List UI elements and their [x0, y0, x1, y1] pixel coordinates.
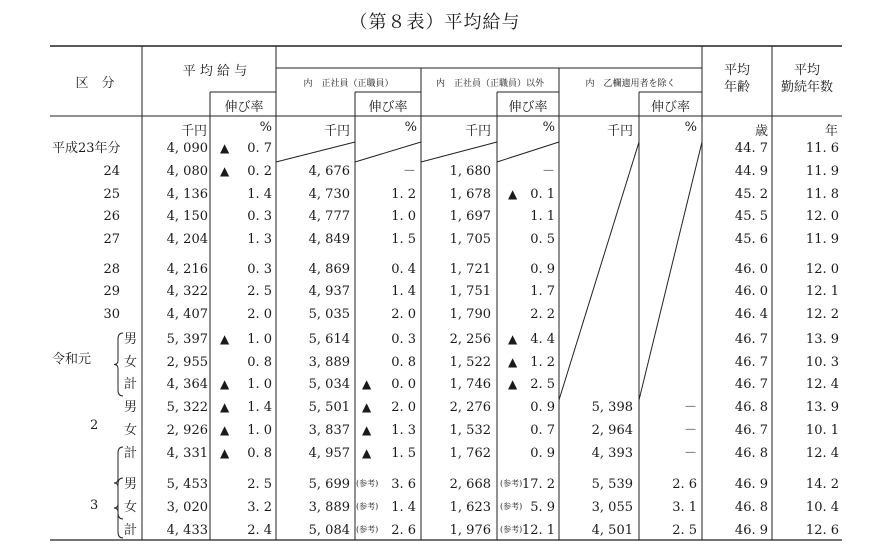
decrease-mark: ▲	[220, 400, 230, 414]
cell-avg-age: 46. 0	[734, 262, 768, 277]
row-label: 25	[103, 187, 120, 202]
cell-avg-tenure: 12. 4	[805, 446, 839, 461]
sex-label: 男	[124, 400, 138, 415]
cell-nonregular-salary: 1, 623	[449, 500, 491, 515]
cell-avg-salary: 4, 150	[166, 209, 208, 224]
header-regular: 内 正社員（正職員）	[303, 79, 394, 89]
unit-pct-a: %	[259, 120, 272, 135]
sex-label: 女	[124, 500, 138, 515]
decrease-mark: ▲	[362, 423, 372, 437]
reference-mark: (参考)	[500, 502, 523, 511]
header-growth-a: 伸び率	[224, 100, 264, 115]
cell-avg-age: 46. 4	[734, 307, 768, 322]
cell-avg-age: 45. 6	[734, 232, 768, 247]
unit-senen-d: 千円	[606, 124, 633, 139]
cell-avg-tenure: 12. 1	[805, 284, 839, 299]
cell-avg-age: 46. 8	[734, 500, 768, 515]
cell-avg-salary: 4, 407	[166, 307, 208, 322]
cell-excl-otsu-growth: 3. 1	[672, 500, 697, 515]
cell-regular-salary: 5, 699	[308, 477, 350, 492]
diagonal-line	[497, 142, 559, 162]
cell-regular-growth: 1. 4	[391, 500, 416, 515]
cell-regular-growth: 1. 5	[391, 446, 416, 461]
cell-nonregular-salary: 1, 532	[449, 423, 491, 438]
cell-regular-salary: 3, 889	[308, 355, 350, 370]
decrease-mark: ▲	[220, 377, 230, 391]
cell-avg-growth: 2. 5	[247, 284, 272, 299]
cell-regular-growth: 1. 4	[391, 284, 416, 299]
reference-mark: (参考)	[500, 525, 523, 534]
row-label: 26	[103, 209, 120, 224]
sex-label: 男	[124, 332, 138, 347]
cell-avg-growth: 1. 0	[247, 423, 272, 438]
cell-avg-growth: 1. 0	[247, 377, 272, 392]
cell-nonregular-growth: 1. 7	[530, 284, 555, 299]
cell-regular-growth: 2. 6	[391, 523, 416, 538]
row-label: 24	[103, 164, 120, 179]
cell-avg-salary: 4, 216	[166, 262, 208, 277]
cell-nonregular-growth: －	[541, 164, 555, 179]
cell-avg-growth: 0. 8	[247, 446, 272, 461]
cell-avg-tenure: 12. 2	[805, 307, 839, 322]
cell-avg-age: 44. 7	[734, 141, 768, 156]
cell-avg-growth: 2. 0	[247, 307, 272, 322]
cell-avg-age: 46. 7	[734, 377, 768, 392]
cell-regular-salary: 4, 730	[308, 187, 350, 202]
cell-nonregular-growth: 1. 2	[530, 355, 555, 370]
header-non-regular: 内 正社員（正職員）以外	[435, 79, 544, 89]
cell-avg-age: 46. 7	[734, 355, 768, 370]
cell-avg-salary: 4, 322	[166, 284, 208, 299]
decrease-mark: ▲	[362, 446, 372, 460]
cell-excl-otsu-salary: 3, 055	[591, 500, 633, 515]
cell-nonregular-growth: 1. 1	[530, 209, 555, 224]
cell-avg-tenure: 11. 9	[805, 164, 839, 179]
cell-avg-tenure: 11. 8	[805, 187, 839, 202]
cell-regular-salary: 4, 849	[308, 232, 350, 247]
cell-regular-growth: 1. 2	[391, 187, 416, 202]
decrease-mark: ▲	[362, 377, 372, 391]
cell-nonregular-growth: 0. 9	[530, 446, 555, 461]
unit-age: 歳	[754, 124, 768, 139]
cell-avg-tenure: 12. 4	[805, 377, 839, 392]
decrease-mark: ▲	[220, 423, 230, 437]
sex-label: 女	[124, 355, 138, 370]
cell-avg-tenure: 11. 6	[805, 141, 839, 156]
cell-nonregular-salary: 2, 256	[449, 332, 491, 347]
cell-nonregular-salary: 1, 721	[449, 262, 491, 277]
cell-avg-age: 46. 7	[734, 332, 768, 347]
cell-regular-growth: －	[402, 164, 416, 179]
cell-regular-salary: 5, 501	[308, 400, 350, 415]
cell-nonregular-salary: 1, 680	[449, 164, 491, 179]
cell-avg-tenure: 13. 9	[805, 400, 839, 415]
reference-mark: (参考)	[500, 479, 523, 488]
cell-avg-salary: 4, 136	[166, 187, 208, 202]
cell-avg-tenure: 12. 6	[805, 523, 839, 538]
cell-nonregular-growth: 0. 9	[530, 400, 555, 415]
cell-avg-growth: 1. 0	[247, 332, 272, 347]
cell-nonregular-salary: 1, 762	[449, 446, 491, 461]
cell-regular-growth: 0. 8	[391, 355, 416, 370]
decrease-mark: ▲	[508, 187, 518, 201]
header-avg-age: 平均 年齢	[723, 63, 750, 95]
cell-regular-growth: 0. 0	[391, 377, 416, 392]
sex-label: 計	[124, 446, 138, 461]
cell-regular-salary: 4, 676	[308, 164, 350, 179]
row-label: 平成23年分	[52, 141, 121, 156]
sex-label: 計	[124, 523, 138, 538]
cell-excl-otsu-growth: －	[683, 400, 697, 415]
cell-avg-age: 46. 8	[734, 400, 768, 415]
cell-nonregular-salary: 2, 668	[449, 477, 491, 492]
cell-avg-age: 45. 2	[734, 187, 768, 202]
cell-avg-salary: 5, 453	[166, 477, 208, 492]
cell-nonregular-salary: 1, 705	[449, 232, 491, 247]
cell-regular-growth: 0. 4	[391, 262, 416, 277]
cell-nonregular-growth: 2. 5	[530, 377, 555, 392]
cell-nonregular-salary: 1, 746	[449, 377, 491, 392]
cell-avg-salary: 4, 433	[166, 523, 208, 538]
cell-avg-growth: 0. 3	[247, 209, 272, 224]
cell-nonregular-salary: 1, 522	[449, 355, 491, 370]
cell-avg-salary: 2, 926	[166, 423, 208, 438]
cell-avg-salary: 3, 020	[166, 500, 208, 515]
cell-excl-otsu-growth: －	[683, 446, 697, 461]
cell-avg-salary: 4, 364	[166, 377, 208, 392]
cell-nonregular-salary: 1, 976	[449, 523, 491, 538]
cell-regular-salary: 5, 035	[308, 307, 350, 322]
cell-avg-growth: 0. 7	[247, 141, 272, 156]
cell-nonregular-growth: 0. 1	[530, 187, 555, 202]
cell-avg-salary: 5, 397	[166, 332, 208, 347]
diagonal-line	[276, 142, 355, 162]
cell-avg-tenure: 11. 9	[805, 232, 839, 247]
cell-nonregular-growth: 12. 1	[521, 523, 555, 538]
cell-nonregular-salary: 1, 790	[449, 307, 491, 322]
cell-regular-salary: 4, 957	[308, 446, 350, 461]
decrease-mark: ▲	[362, 400, 372, 414]
sex-label: 男	[124, 477, 138, 492]
cell-regular-salary: 5, 084	[308, 523, 350, 538]
diagonal-line	[421, 142, 497, 162]
cell-avg-growth: 0. 3	[247, 262, 272, 277]
sex-label: 計	[124, 377, 138, 392]
cell-avg-growth: 1. 4	[247, 400, 272, 415]
cell-nonregular-salary: 1, 678	[449, 187, 491, 202]
cell-avg-age: 46. 7	[734, 423, 768, 438]
reference-mark: (参考)	[356, 525, 379, 534]
cell-avg-salary: 4, 331	[166, 446, 208, 461]
row-label: 27	[103, 232, 120, 247]
cell-nonregular-salary: 1, 751	[449, 284, 491, 299]
cell-avg-growth: 3. 2	[247, 500, 272, 515]
cell-avg-salary: 2, 955	[166, 355, 208, 370]
cell-avg-salary: 4, 080	[166, 164, 208, 179]
cell-excl-otsu-salary: 2, 964	[591, 423, 633, 438]
header-kubun: 区 分	[75, 76, 115, 91]
cell-regular-growth: 1. 3	[391, 423, 416, 438]
salary-table	[50, 44, 842, 541]
cell-avg-tenure: 12. 0	[805, 209, 839, 224]
decrease-mark: ▲	[508, 332, 518, 346]
cell-regular-growth: 2. 0	[391, 400, 416, 415]
header-growth-d: 伸び率	[650, 100, 690, 115]
decrease-mark: ▲	[220, 141, 230, 155]
cell-excl-otsu-salary: 4, 393	[591, 446, 633, 461]
cell-nonregular-growth: 17. 2	[521, 477, 555, 492]
cell-avg-growth: 0. 2	[247, 164, 272, 179]
decrease-mark: ▲	[220, 164, 230, 178]
cell-avg-tenure: 12. 0	[805, 262, 839, 277]
cell-regular-salary: 3, 837	[308, 423, 350, 438]
cell-nonregular-growth: 0. 9	[530, 262, 555, 277]
decrease-mark: ▲	[508, 377, 518, 391]
cell-excl-otsu-salary: 4, 501	[591, 523, 633, 538]
cell-regular-growth: 1. 5	[391, 232, 416, 247]
cell-regular-salary: 5, 614	[308, 332, 350, 347]
era-label-reiwa1: 令和元	[52, 352, 92, 367]
era-label-r2: 2	[90, 418, 99, 433]
cell-avg-tenure: 10. 4	[805, 500, 839, 515]
header-avg-tenure: 平均 勤続年数	[780, 63, 833, 95]
header-growth-c: 伸び率	[508, 100, 548, 115]
group-brace	[114, 333, 123, 396]
cell-avg-salary: 5, 322	[166, 400, 208, 415]
diagonal-line	[559, 142, 639, 400]
cell-excl-otsu-growth: 2. 5	[672, 523, 697, 538]
cell-avg-tenure: 10. 1	[805, 423, 839, 438]
cell-avg-age: 44. 9	[734, 164, 768, 179]
unit-pct-d: %	[684, 120, 697, 135]
header-excl-otsu: 内 乙欄適用者を除く	[585, 79, 676, 89]
cell-avg-age: 46. 9	[734, 523, 768, 538]
cell-regular-growth: 0. 3	[391, 332, 416, 347]
diagonal-line	[355, 142, 421, 162]
cell-avg-growth: 1. 4	[247, 187, 272, 202]
cell-avg-age: 46. 0	[734, 284, 768, 299]
unit-year: 年	[824, 124, 838, 139]
cell-avg-growth: 2. 5	[247, 477, 272, 492]
cell-avg-tenure: 10. 3	[805, 355, 839, 370]
header-growth-b: 伸び率	[368, 100, 408, 115]
cell-excl-otsu-salary: 5, 398	[591, 400, 633, 415]
cell-nonregular-growth: 5. 9	[530, 500, 555, 515]
unit-senen-a: 千円	[180, 124, 207, 139]
cell-regular-growth: 2. 0	[391, 307, 416, 322]
row-label: 28	[103, 262, 120, 277]
reference-mark: (参考)	[356, 479, 379, 488]
cell-excl-otsu-growth: －	[683, 423, 697, 438]
cell-avg-age: 46. 9	[734, 477, 768, 492]
cell-avg-salary: 4, 090	[166, 141, 208, 156]
unit-pct-b: %	[404, 120, 417, 135]
unit-senen-b: 千円	[323, 124, 350, 139]
cell-regular-salary: 4, 937	[308, 284, 350, 299]
cell-avg-growth: 2. 4	[247, 523, 272, 538]
unit-senen-c: 千円	[464, 124, 491, 139]
cell-excl-otsu-salary: 5, 539	[591, 477, 633, 492]
reference-mark: (参考)	[356, 502, 379, 511]
decrease-mark: ▲	[220, 332, 230, 346]
cell-avg-salary: 4, 204	[166, 232, 208, 247]
cell-nonregular-growth: 0. 5	[530, 232, 555, 247]
table-title: （第８表）平均給与	[349, 12, 521, 33]
row-label: 30	[103, 307, 120, 322]
cell-regular-salary: 3, 889	[308, 500, 350, 515]
decrease-mark: ▲	[220, 446, 230, 460]
cell-regular-salary: 5, 034	[308, 377, 350, 392]
cell-nonregular-growth: 2. 2	[530, 307, 555, 322]
cell-regular-salary: 4, 777	[308, 209, 350, 224]
cell-regular-growth: 3. 6	[391, 477, 416, 492]
cell-avg-tenure: 13. 9	[805, 332, 839, 347]
cell-excl-otsu-growth: 2. 6	[672, 477, 697, 492]
sex-label: 女	[124, 423, 138, 438]
cell-nonregular-growth: 4. 4	[530, 332, 555, 347]
cell-avg-tenure: 14. 2	[805, 477, 839, 492]
cell-avg-growth: 1. 3	[247, 232, 272, 247]
row-label: 29	[103, 284, 120, 299]
header-avg-salary: 平 均 給 与	[182, 64, 248, 79]
cell-avg-age: 46. 8	[734, 446, 768, 461]
unit-pct-c: %	[542, 120, 555, 135]
cell-regular-salary: 4, 869	[308, 262, 350, 277]
cell-regular-growth: 1. 0	[391, 209, 416, 224]
cell-nonregular-growth: 0. 7	[530, 423, 555, 438]
cell-avg-growth: 0. 8	[247, 355, 272, 370]
decrease-mark: ▲	[508, 355, 518, 369]
cell-avg-age: 45. 5	[734, 209, 768, 224]
cell-nonregular-salary: 1, 697	[449, 209, 491, 224]
era-label-r3: 3	[90, 498, 99, 513]
cell-nonregular-salary: 2, 276	[449, 400, 491, 415]
diagonal-line	[639, 142, 702, 400]
